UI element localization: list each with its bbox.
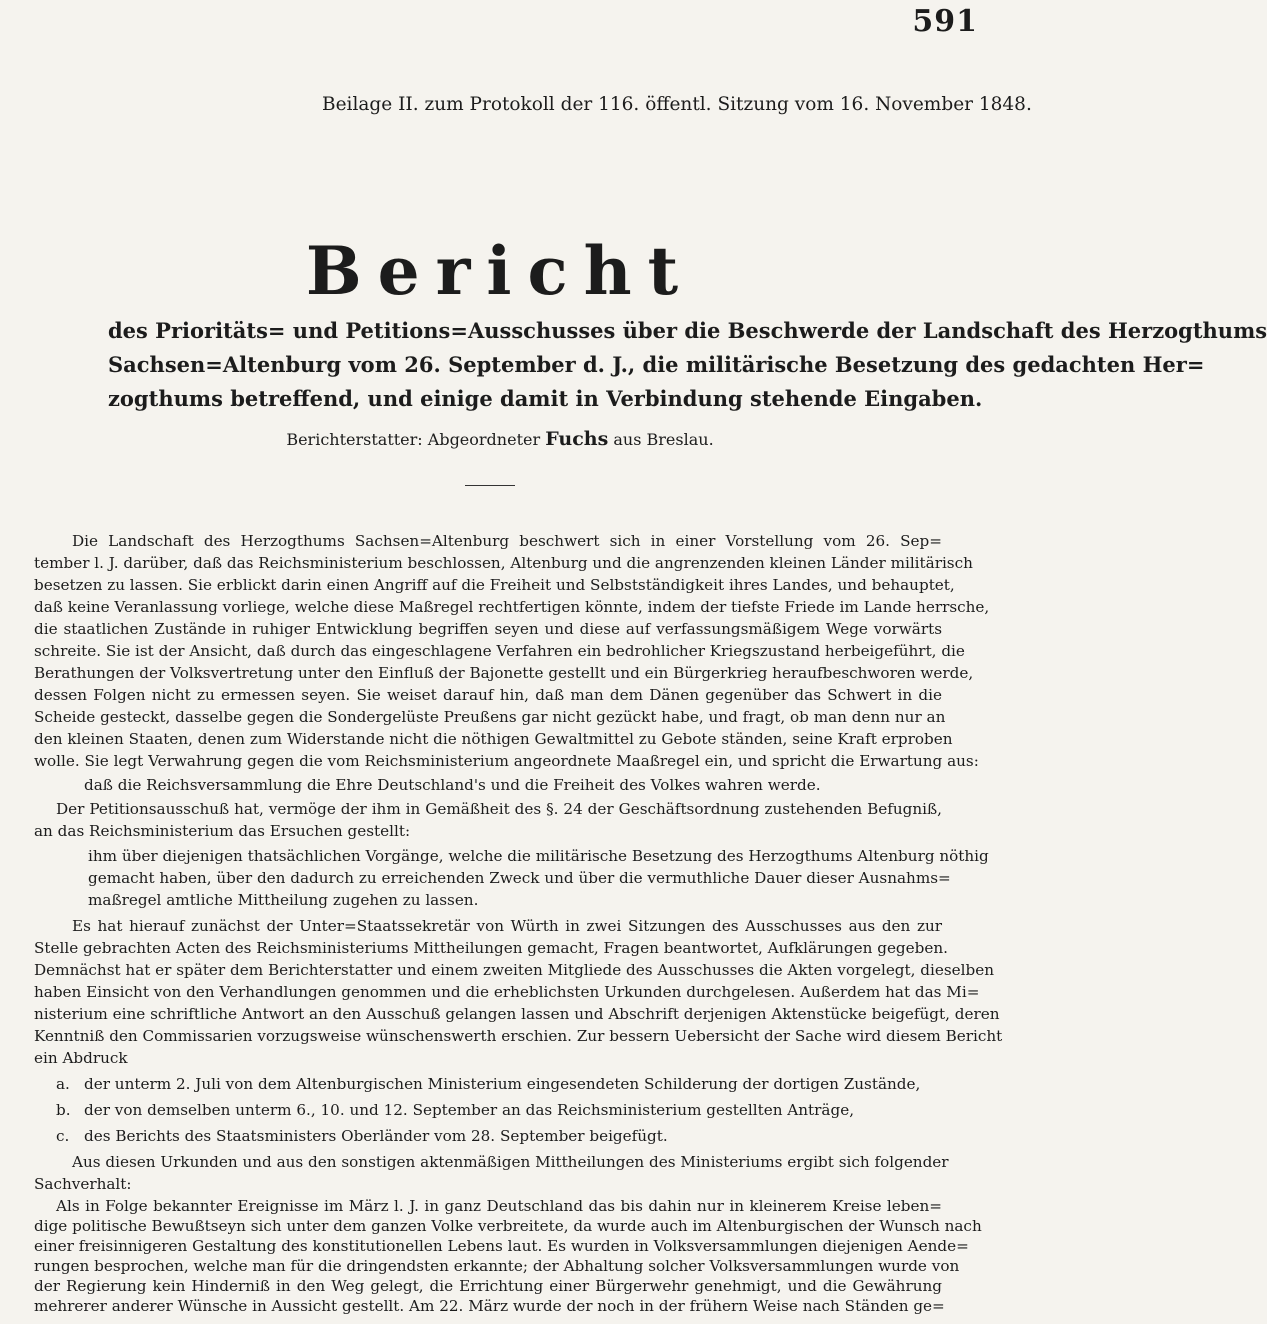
body-line: einer freisinnigeren Gestaltung des konstitutionellen Lebens laut. Es wurden in Volksversammlungen diejenigen Aende=: [34, 1237, 969, 1255]
body-line: Sachverhalt:: [34, 1175, 132, 1193]
list-item: [56, 1101, 936, 1119]
divider: [465, 485, 515, 486]
page-number: 591: [912, 4, 978, 39]
body-line: ein Abdruck: [34, 1049, 128, 1067]
body-line: tember l. J. darüber, daß das Reichsministerium beschlossen, Altenburg und die angrenzenden kleinen Länder militärisch: [34, 554, 973, 572]
list-marker: c.: [56, 1127, 70, 1145]
body-line: mehrerer anderer Wünsche in Aussicht gestellt. Am 22. März wurde der noch in der frühern Weise nach Ständen ge=: [34, 1297, 945, 1315]
list-marker: a.: [56, 1075, 70, 1093]
subtitle-line: zogthums betreffend, und einige damit in Verbindung stehende Eingaben.: [108, 386, 983, 411]
body-line: rungen besprochen, welche man für die dringendsten erkannte; der Abhaltung solcher Volksversammlungen wurde von: [34, 1257, 960, 1275]
body-line: haben Einsicht von den Verhandlungen genommen und die erheblichsten Urkunden durchgelesen. Außerdem hat das Mi=: [34, 983, 980, 1001]
body-line: Stelle gebrachten Acten des Reichsministeriums Mittheilungen gemacht, Fragen beantwortet, Aufklärungen gegeben.: [34, 939, 948, 957]
body-line: dessen Folgen nicht zu ermessen seyen. Sie weiset darauf hin, daß man dem Dänen gegenüber das Schwert in die: [34, 686, 942, 704]
list-item: [56, 1075, 936, 1093]
body-line: dige politische Bewußtseyn sich unter dem ganzen Volke verbreitete, da wurde auch im Altenburgischen der Wunsch nach: [34, 1217, 982, 1235]
list-item: [56, 1127, 936, 1145]
body-line: den kleinen Staaten, denen zum Widerstande nicht die nöthigen Gewaltmittel zu Gebote ständen, seine Kraft erproben: [34, 730, 953, 748]
body-line: Scheide gesteckt, dasselbe gegen die Sondergelüste Preußens gar nicht gezückt habe, und fragt, ob man denn nur an: [34, 708, 946, 726]
body-line: Kenntniß den Commissarien vorzugsweise wünschenswerth erschien. Zur bessern Uebersicht der Sache wird diesem Bericht: [34, 1027, 1003, 1045]
body-line: Berathungen der Volksvertretung unter den Einfluß der Bajonette gestellt und ein Bürgerkrieg heraufbeschworen werde,: [34, 664, 974, 682]
list-item-text: des Berichts des Staatsministers Oberländer vom 28. September beigefügt.: [84, 1127, 668, 1145]
body-line: nisterium eine schriftliche Antwort an den Ausschuß gelangen lassen und Abschrift derjenigen Aktenstücke beigefügt, deren: [34, 1005, 1000, 1023]
list-item-text: der von demselben unterm 6., 10. und 12. September an das Reichsministerium gestellten Anträge,: [84, 1101, 855, 1119]
body-line: daß keine Veranlassung vorliege, welche diese Maßregel rechtfertigen könnte, indem der tiefste Friede im Lande herrsche,: [34, 598, 990, 616]
body-line: besetzen zu lassen. Sie erblickt darin einen Angriff auf die Freiheit und Selbstständigkeit ihres Landes, und behauptet,: [34, 576, 955, 594]
body-line: Der Petitionsausschuß hat, vermöge der ihm in Gemäßheit des §. 24 der Geschäftsordnung zustehenden Befugniß,: [56, 800, 942, 818]
body-line: an das Reichsministerium das Ersuchen gestellt:: [34, 822, 411, 840]
body-line: Aus diesen Urkunden und aus den sonstigen aktenmäßigen Mittheilungen des Ministeriums ergibt sich folgender: [72, 1153, 949, 1171]
body-line: Als in Folge bekannter Ereignisse im März l. J. in ganz Deutschland das bis dahin nur in kleinerem Kreise leben=: [56, 1197, 942, 1215]
body-line: ihm über diejenigen thatsächlichen Vorgänge, welche die militärische Besetzung des Herzogthums Altenburg nöthig: [88, 847, 989, 865]
body-line: Demnächst hat er später dem Berichterstatter und einem zweiten Mitgliede des Ausschusses die Akten vorgelegt, dieselben: [34, 961, 994, 979]
list-item-text: der unterm 2. Juli von dem Altenburgischen Ministerium eingesendeten Schilderung der dortigen Zustände,: [84, 1075, 921, 1093]
body-line: die staatlichen Zustände in ruhiger Entwicklung begriffen seyen und diese auf verfassungsmäßigem Wege vorwärts: [34, 620, 942, 638]
body-line: der Regierung kein Hinderniß in den Weg gelegt, die Errichtung einer Bürgerwehr genehmigt, und die Gewährung: [34, 1277, 942, 1295]
list-marker: b.: [56, 1101, 71, 1119]
appendix-header: Beilage II. zum Protokoll der 116. öffentl. Sitzung vom 16. November 1848.: [322, 94, 1032, 115]
body-line: maßregel amtliche Mittheilung zugehen zu lassen.: [88, 891, 479, 909]
subtitle-line: des Prioritäts= und Petitions=Ausschusses über die Beschwerde der Landschaft des Herzogthums: [108, 318, 1267, 343]
document-title: Bericht: [305, 232, 695, 310]
reporter-name: Fuchs: [545, 428, 609, 450]
body-line: Die Landschaft des Herzogthums Sachsen=Altenburg beschwert sich in einer Vorstellung vom 26. Sep=: [72, 532, 942, 550]
body-line: Es hat hierauf zunächst der Unter=Staatssekretär von Würth in zwei Sitzungen des Ausschusses aus den zur: [72, 917, 942, 935]
body-line: gemacht haben, über den dadurch zu erreichenden Zweck und über die vermuthliche Dauer dieser Ausnahms=: [88, 869, 951, 887]
reporter-label: Berichterstatter: Abgeordneter: [286, 430, 541, 449]
reporter-line: [0, 428, 1000, 450]
reporter-suffix: aus Breslau.: [613, 430, 714, 449]
body-line: wolle. Sie legt Verwahrung gegen die vom Reichsministerium angeordnete Maaßregel ein, und spricht die Erwartung aus:: [34, 752, 979, 770]
subtitle-line: Sachsen=Altenburg vom 26. September d. J., die militärische Besetzung des gedachten Her=: [108, 352, 1205, 377]
body-line: schreite. Sie ist der Ansicht, daß durch das eingeschlagene Verfahren ein bedrohlicher Kriegszustand herbeigeführt, die: [34, 642, 965, 660]
body-line: daß die Reichsversammlung die Ehre Deutschland's und die Freiheit des Volkes wahren werde.: [84, 776, 821, 794]
